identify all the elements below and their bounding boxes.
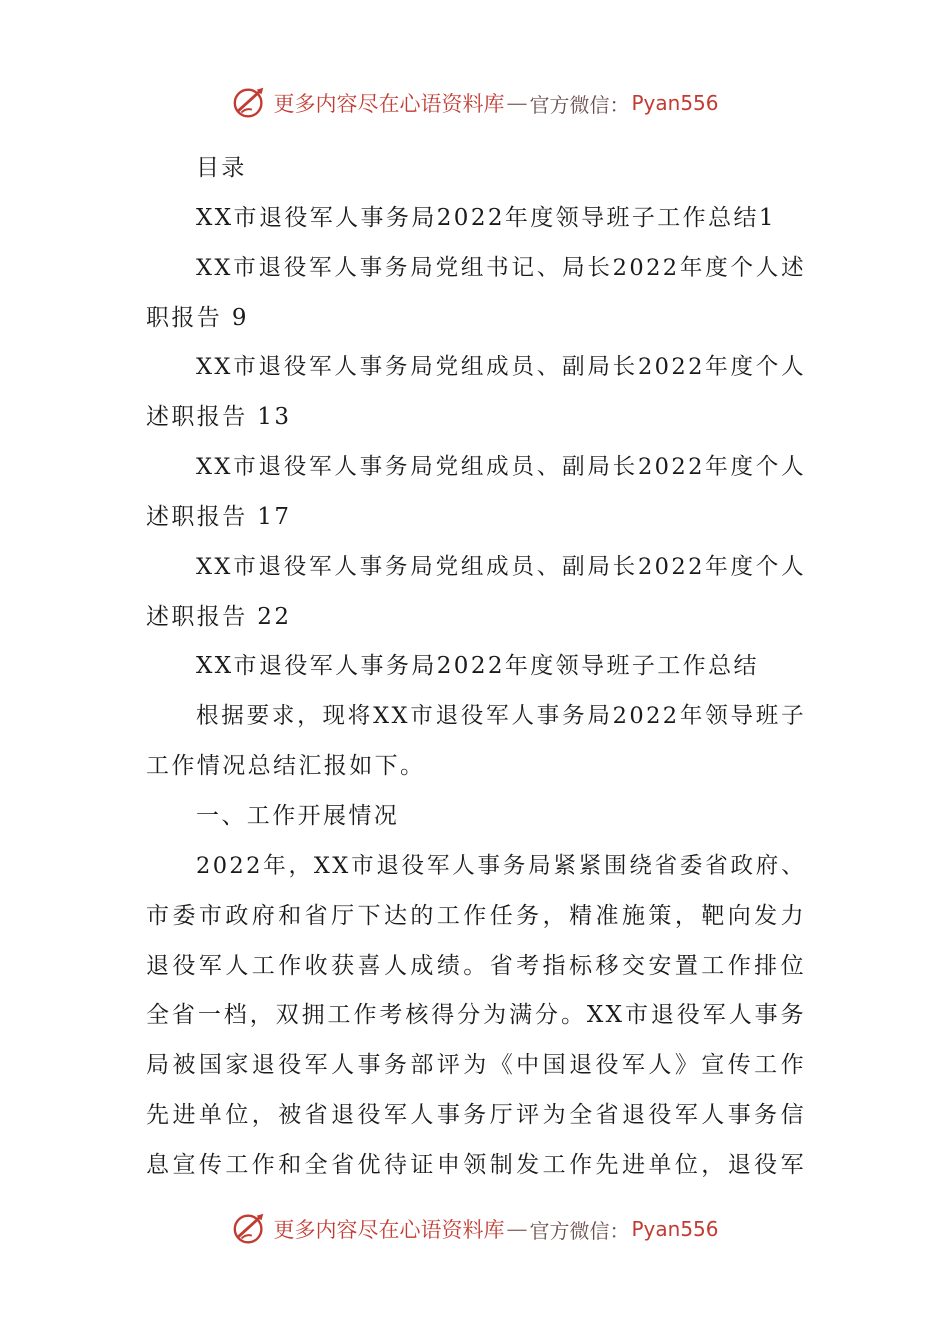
watermark-site-text: 更多内容尽在心语资料库 — [273, 1218, 505, 1242]
text-line: 一、工作开展情况 — [196, 802, 400, 829]
watermark-account-id: Pyan556 — [631, 1217, 719, 1241]
text-line: XX市退役军人事务局党组成员、副局长2022年度个人 — [196, 553, 806, 580]
text-line: 述职报告 17 — [146, 503, 292, 530]
text-line: 述职报告 13 — [146, 404, 292, 431]
text-line: 全省一档，双拥工作考核得分为满分。XX市退役军人事务 — [146, 1002, 806, 1029]
text-line: XX市退役军人事务局党组书记、局长2022年度个人述 — [196, 254, 806, 281]
text-line: 根据要求，现将XX市退役军人事务局2022年领导班子 — [196, 703, 806, 730]
document-body — [146, 144, 806, 1191]
text-line: XX市退役军人事务局党组成员、副局长2022年度个人 — [196, 454, 806, 481]
text-line: 述职报告 22 — [146, 603, 292, 630]
text-line: 2022年，XX市退役军人事务局紧紧围绕省委省政府、 — [196, 852, 806, 879]
text-line: 息宣传工作和全省优待证申领制发工作先进单位，退役军 — [146, 1151, 806, 1178]
text-line: 职报告 9 — [146, 304, 249, 331]
watermark-wechat-label: 官方微信： — [529, 92, 630, 117]
watermark-account-id: Pyan556 — [631, 91, 719, 115]
header-watermark — [0, 83, 950, 123]
watermark-site-text: 更多内容尽在心语资料库 — [273, 92, 505, 116]
text-line: 工作情况总结汇报如下。 — [146, 753, 426, 780]
pen-logo-icon — [231, 1210, 269, 1248]
text-line: XX市退役军人事务局2022年度领导班子工作总结1 — [196, 204, 776, 231]
text-line: 局被国家退役军人事务部评为《中国退役军人》宣传工作 — [146, 1052, 806, 1079]
text-line: XX市退役军人事务局2022年度领导班子工作总结 — [196, 653, 759, 680]
watermark-dash: — — [506, 1217, 528, 1241]
text-line: 目录 — [196, 155, 247, 181]
pen-logo-icon — [231, 84, 269, 122]
footer-watermark — [0, 1209, 950, 1249]
text-line: 退役军人工作收获喜人成绩。省考指标移交安置工作排位 — [146, 952, 806, 979]
watermark-dash: — — [506, 91, 528, 115]
text-line: XX市退役军人事务局党组成员、副局长2022年度个人 — [196, 354, 806, 381]
text-line: 市委市政府和省厅下达的工作任务，精准施策，靶向发力 — [146, 902, 806, 929]
text-line: 先进单位，被省退役军人事务厅评为全省退役军人事务信 — [146, 1102, 806, 1129]
watermark-wechat-label: 官方微信： — [529, 1218, 630, 1243]
